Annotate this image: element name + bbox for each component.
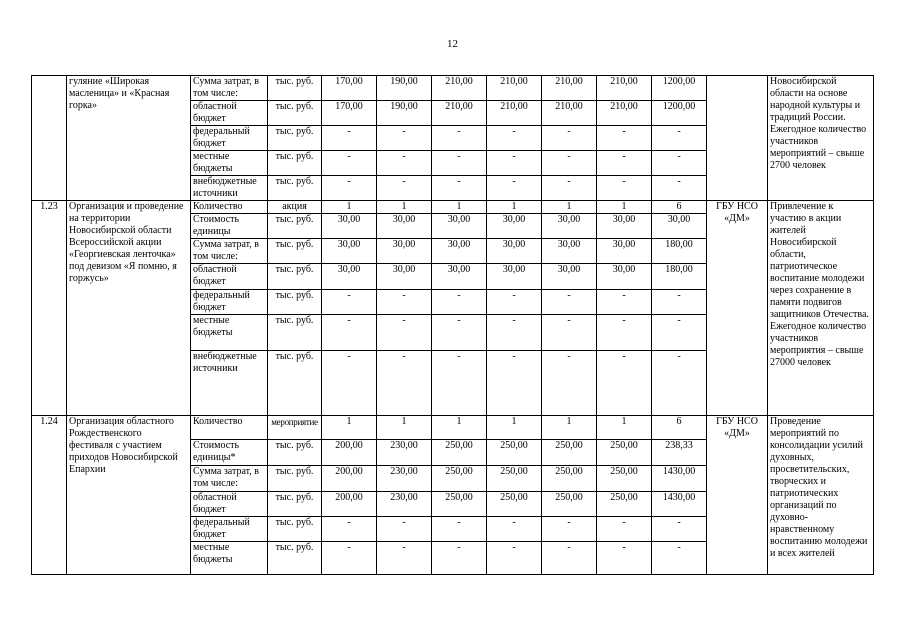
- unit-cell: тыс. руб.: [268, 176, 322, 201]
- value-cell: -: [487, 290, 542, 315]
- value-cell: 30,00: [322, 264, 377, 290]
- value-cell: 30,00: [487, 264, 542, 290]
- value-cell: 250,00: [432, 440, 487, 466]
- value-cell: -: [322, 290, 377, 315]
- page-number: 12: [447, 38, 458, 50]
- unit-cell: тыс. руб.: [268, 517, 322, 542]
- value-cell: 30,00: [322, 214, 377, 239]
- value-cell: -: [542, 176, 597, 201]
- value-cell: -: [377, 151, 432, 176]
- expected-result-cell: Проведение мероприятий по консолидации усилий духовных, просветительских, творческих и патриотических организаций по духовно-нравственному воспитанию молодежи и всех жителей: [768, 416, 874, 575]
- value-cell: 230,00: [377, 440, 432, 466]
- indicator-label-cell: Количество: [191, 201, 268, 214]
- value-cell: 250,00: [432, 466, 487, 492]
- unit-cell: тыс. руб.: [268, 466, 322, 492]
- value-cell: -: [322, 126, 377, 151]
- value-cell: -: [322, 542, 377, 575]
- unit-cell: акция: [268, 201, 322, 214]
- value-cell: 30,00: [377, 239, 432, 264]
- unit-cell: тыс. руб.: [268, 126, 322, 151]
- value-cell: -: [432, 176, 487, 201]
- value-cell: -: [432, 542, 487, 575]
- value-cell: 30,00: [432, 239, 487, 264]
- value-cell: 250,00: [542, 492, 597, 517]
- value-cell: 30,00: [487, 214, 542, 239]
- value-cell: 190,00: [377, 101, 432, 126]
- section-number-cell: 1.23: [32, 201, 67, 416]
- value-cell: 210,00: [597, 101, 652, 126]
- value-cell: -: [487, 351, 542, 416]
- unit-cell: тыс. руб.: [268, 76, 322, 101]
- executor-cell: ГБУ НСО «ДМ»: [707, 416, 768, 575]
- value-cell: -: [542, 351, 597, 416]
- value-cell: 1: [322, 416, 377, 440]
- value-cell: -: [597, 315, 652, 351]
- value-cell: 210,00: [542, 101, 597, 126]
- value-cell: 30,00: [542, 214, 597, 239]
- value-cell: 250,00: [597, 440, 652, 466]
- value-cell: -: [597, 351, 652, 416]
- unit-cell: тыс. руб.: [268, 264, 322, 290]
- unit-cell: тыс. руб.: [268, 214, 322, 239]
- value-cell: 1: [377, 201, 432, 214]
- value-cell: -: [652, 151, 707, 176]
- value-cell: -: [652, 351, 707, 416]
- value-cell: 250,00: [542, 440, 597, 466]
- indicator-label-cell: Сумма затрат, в том числе:: [191, 239, 268, 264]
- value-cell: -: [597, 290, 652, 315]
- value-cell: -: [597, 176, 652, 201]
- value-cell: 30,00: [377, 214, 432, 239]
- value-cell: -: [487, 542, 542, 575]
- indicator-label-cell: областной бюджет: [191, 492, 268, 517]
- program-table: [31, 75, 874, 575]
- value-cell: 250,00: [432, 492, 487, 517]
- value-cell: -: [487, 126, 542, 151]
- value-cell: -: [377, 351, 432, 416]
- unit-cell: тыс. руб.: [268, 315, 322, 351]
- value-cell: 238,33: [652, 440, 707, 466]
- value-cell: 230,00: [377, 492, 432, 517]
- value-cell: -: [432, 126, 487, 151]
- value-cell: 30,00: [322, 239, 377, 264]
- value-cell: -: [652, 517, 707, 542]
- value-cell: -: [542, 517, 597, 542]
- executor-cell: [707, 76, 768, 201]
- unit-cell: тыс. руб.: [268, 440, 322, 466]
- value-cell: -: [542, 126, 597, 151]
- section-number-cell: [32, 76, 67, 201]
- indicator-label-cell: Количество: [191, 416, 268, 440]
- value-cell: -: [432, 315, 487, 351]
- indicator-label-cell: Сумма затрат, в том числе:: [191, 466, 268, 492]
- value-cell: -: [432, 517, 487, 542]
- value-cell: 170,00: [322, 101, 377, 126]
- indicator-label-cell: местные бюджеты: [191, 151, 268, 176]
- value-cell: 230,00: [377, 466, 432, 492]
- value-cell: -: [652, 176, 707, 201]
- value-cell: -: [652, 126, 707, 151]
- value-cell: 180,00: [652, 239, 707, 264]
- value-cell: -: [597, 126, 652, 151]
- value-cell: 1: [487, 201, 542, 214]
- value-cell: -: [322, 315, 377, 351]
- unit-cell: тыс. руб.: [268, 542, 322, 575]
- indicator-label-cell: местные бюджеты: [191, 542, 268, 575]
- value-cell: -: [377, 290, 432, 315]
- value-cell: -: [597, 151, 652, 176]
- value-cell: -: [487, 315, 542, 351]
- value-cell: -: [432, 290, 487, 315]
- value-cell: 180,00: [652, 264, 707, 290]
- value-cell: 1430,00: [652, 466, 707, 492]
- expected-result-cell: Новосибирской области на основе народной культуры и традиций России. Ежегодное количество участников мероприятий – свыше 2700 человек: [768, 76, 874, 201]
- value-cell: 30,00: [652, 214, 707, 239]
- activity-name-cell: гуляние «Широкая масленица» и «Красная горка»: [67, 76, 191, 201]
- value-cell: 250,00: [487, 466, 542, 492]
- indicator-label-cell: федеральный бюджет: [191, 290, 268, 315]
- value-cell: 1: [597, 416, 652, 440]
- value-cell: -: [652, 542, 707, 575]
- value-cell: -: [377, 517, 432, 542]
- value-cell: 1: [432, 416, 487, 440]
- value-cell: 30,00: [432, 214, 487, 239]
- table-row: [32, 201, 874, 214]
- value-cell: 190,00: [377, 76, 432, 101]
- value-cell: 250,00: [487, 492, 542, 517]
- value-cell: 30,00: [597, 264, 652, 290]
- unit-cell: тыс. руб.: [268, 239, 322, 264]
- value-cell: -: [322, 176, 377, 201]
- executor-cell: ГБУ НСО «ДМ»: [707, 201, 768, 416]
- unit-cell: тыс. руб.: [268, 151, 322, 176]
- value-cell: -: [487, 151, 542, 176]
- value-cell: 170,00: [322, 76, 377, 101]
- value-cell: 30,00: [542, 264, 597, 290]
- value-cell: 210,00: [542, 76, 597, 101]
- value-cell: 210,00: [487, 76, 542, 101]
- indicator-label-cell: областной бюджет: [191, 101, 268, 126]
- unit-cell: тыс. руб.: [268, 351, 322, 416]
- value-cell: 30,00: [542, 239, 597, 264]
- value-cell: 1430,00: [652, 492, 707, 517]
- value-cell: -: [322, 517, 377, 542]
- value-cell: 1200,00: [652, 76, 707, 101]
- indicator-label-cell: федеральный бюджет: [191, 517, 268, 542]
- value-cell: -: [652, 315, 707, 351]
- value-cell: 200,00: [322, 440, 377, 466]
- value-cell: 250,00: [597, 466, 652, 492]
- value-cell: 250,00: [542, 466, 597, 492]
- value-cell: 1: [487, 416, 542, 440]
- value-cell: -: [487, 176, 542, 201]
- indicator-label-cell: местные бюджеты: [191, 315, 268, 351]
- value-cell: -: [322, 351, 377, 416]
- value-cell: 210,00: [432, 101, 487, 126]
- value-cell: 30,00: [597, 214, 652, 239]
- value-cell: -: [597, 517, 652, 542]
- value-cell: 250,00: [487, 440, 542, 466]
- value-cell: 6: [652, 416, 707, 440]
- value-cell: -: [542, 315, 597, 351]
- value-cell: -: [542, 290, 597, 315]
- section-number-cell: 1.24: [32, 416, 67, 575]
- value-cell: 210,00: [597, 76, 652, 101]
- unit-cell: тыс. руб.: [268, 492, 322, 517]
- indicator-label-cell: областной бюджет: [191, 264, 268, 290]
- value-cell: -: [377, 542, 432, 575]
- indicator-label-cell: федеральный бюджет: [191, 126, 268, 151]
- expected-result-cell: Привлечение к участию в акции жителей Новосибирской области, патриотическое воспитание молодежи через сохранение в памяти подвигов защитников Отечества. Ежегодное количество участников мероприятия – свыше 27000 человек: [768, 201, 874, 416]
- value-cell: 30,00: [432, 264, 487, 290]
- value-cell: -: [377, 315, 432, 351]
- indicator-label-cell: Стоимость единицы: [191, 214, 268, 239]
- indicator-label-cell: Сумма затрат, в том числе:: [191, 76, 268, 101]
- value-cell: 6: [652, 201, 707, 214]
- value-cell: -: [542, 151, 597, 176]
- value-cell: -: [432, 151, 487, 176]
- value-cell: -: [487, 517, 542, 542]
- value-cell: 1: [432, 201, 487, 214]
- unit-cell: мероприятие: [268, 416, 322, 440]
- value-cell: 1: [322, 201, 377, 214]
- indicator-label-cell: внебюджетные источники: [191, 351, 268, 416]
- value-cell: 1: [542, 201, 597, 214]
- value-cell: -: [432, 351, 487, 416]
- activity-name-cell: Организация областного Рождественского фестиваля с участием приходов Новосибирской Епархии: [67, 416, 191, 575]
- value-cell: -: [542, 542, 597, 575]
- value-cell: 210,00: [432, 76, 487, 101]
- table-row: [32, 76, 874, 101]
- value-cell: 1: [542, 416, 597, 440]
- value-cell: 200,00: [322, 466, 377, 492]
- indicator-label-cell: внебюджетные источники: [191, 176, 268, 201]
- activity-name-cell: Организация и проведение на территории Новосибирской области Всероссийской акции «Георгиевская ленточка» под девизом «Я помню, я горжусь»: [67, 201, 191, 416]
- value-cell: 30,00: [377, 264, 432, 290]
- value-cell: 1200,00: [652, 101, 707, 126]
- indicator-label-cell: Стоимость единицы*: [191, 440, 268, 466]
- value-cell: 1: [597, 201, 652, 214]
- value-cell: -: [322, 151, 377, 176]
- value-cell: -: [377, 176, 432, 201]
- value-cell: -: [597, 542, 652, 575]
- value-cell: 250,00: [597, 492, 652, 517]
- value-cell: 30,00: [597, 239, 652, 264]
- table-row: [32, 416, 874, 440]
- value-cell: 200,00: [322, 492, 377, 517]
- value-cell: -: [652, 290, 707, 315]
- value-cell: 210,00: [487, 101, 542, 126]
- value-cell: 30,00: [487, 239, 542, 264]
- unit-cell: тыс. руб.: [268, 290, 322, 315]
- value-cell: -: [377, 126, 432, 151]
- value-cell: 1: [377, 416, 432, 440]
- unit-cell: тыс. руб.: [268, 101, 322, 126]
